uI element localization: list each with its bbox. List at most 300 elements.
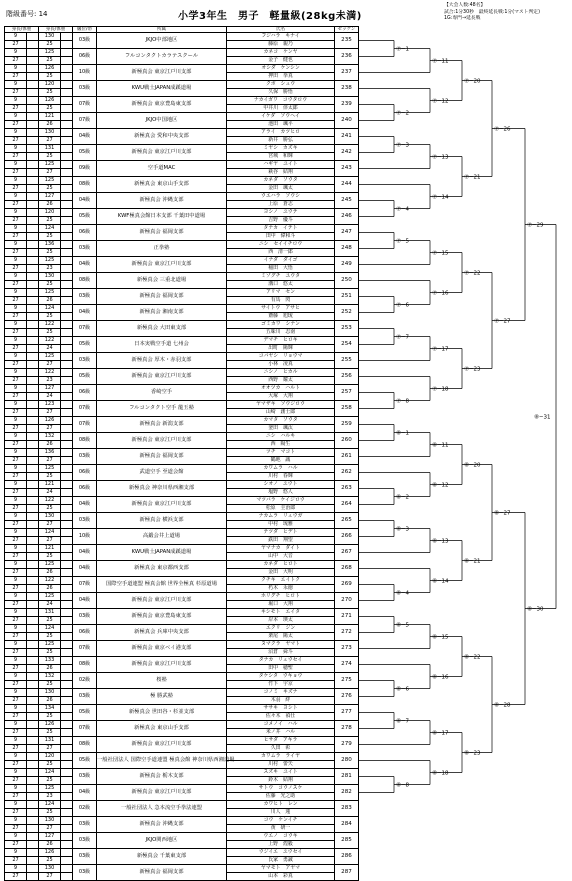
club-cell: 新極真会 東京江戸川支部 bbox=[97, 369, 227, 385]
height-weight-cell: 25 bbox=[39, 281, 61, 289]
age-weight-cell: 27 bbox=[5, 473, 27, 481]
rank-cell: 06級 bbox=[73, 625, 97, 641]
match-label: ⑦−8 bbox=[396, 398, 410, 405]
height-weight-cell: 124 bbox=[39, 225, 61, 233]
club-cell: 新極真会 東京江戸川支部 bbox=[97, 737, 227, 753]
match-label: ⑦−13 bbox=[432, 154, 449, 161]
fighter-name: 池田 颯平 bbox=[227, 121, 335, 129]
fighter-name: ヤマナカ ダイト bbox=[227, 545, 335, 553]
age-weight-cell: 9 bbox=[5, 737, 27, 745]
match-label: ⑦−14 bbox=[432, 194, 449, 201]
age-weight-cell: 9 bbox=[5, 225, 27, 233]
zekken-number: 258 bbox=[335, 401, 359, 417]
club-cell: JKJO中部地区 bbox=[97, 33, 227, 49]
match-label: ⑦−21 bbox=[464, 174, 481, 181]
age-weight-cell: 27 bbox=[5, 313, 27, 321]
rank-cell: 04級 bbox=[73, 305, 97, 321]
fighter-name: 沼倉 舜斗 bbox=[227, 649, 335, 657]
match-label: ⑦−17 bbox=[432, 346, 449, 353]
age-weight-cell: 9 bbox=[5, 865, 27, 873]
club-cell: 日本実戦空手道 七州会 bbox=[97, 337, 227, 353]
zekken-number: 246 bbox=[335, 209, 359, 225]
zekken-number: 273 bbox=[335, 641, 359, 657]
zekken-number: 279 bbox=[335, 737, 359, 753]
blank-cell bbox=[61, 833, 73, 841]
age-weight-cell: 9 bbox=[5, 849, 27, 857]
fighter-name: カワムラ ハル bbox=[227, 465, 335, 473]
age-weight-cell: 27 bbox=[5, 377, 27, 385]
age-weight-cell: 9 bbox=[5, 161, 27, 169]
age-weight-cell: 27 bbox=[5, 265, 27, 273]
zekken-number: 240 bbox=[335, 113, 359, 129]
fighter-name: ヤマモト アヤマ bbox=[227, 865, 335, 873]
age-weight-cell: 27 bbox=[5, 89, 27, 97]
height-weight-cell: 131 bbox=[39, 609, 61, 617]
club-cell: 新極真会 湘南支部 bbox=[97, 305, 227, 321]
fighter-name: イケダ ソウヘイ bbox=[227, 113, 335, 121]
club-cell: 新極真会 愛和中央支部 bbox=[97, 129, 227, 145]
fighter-name: 木羽 絆 bbox=[227, 697, 335, 705]
fighter-name: 金子 健也 bbox=[227, 57, 335, 65]
age-weight-cell: 27 bbox=[5, 697, 27, 705]
fighter-name: 佐々木 禎仕 bbox=[227, 713, 335, 721]
fighter-name: タナカ イテト bbox=[227, 225, 335, 233]
match-label: ⑧−13 bbox=[432, 538, 449, 545]
height-weight-cell: 125 bbox=[39, 289, 61, 297]
info-line: 【大会人数:48名】 bbox=[444, 3, 486, 8]
match-label: ⑧−23 bbox=[464, 750, 481, 757]
match-label: ⑦−15 bbox=[432, 250, 449, 257]
zekken-number: 264 bbox=[335, 497, 359, 513]
fighter-name: 久保 勝悟 bbox=[227, 89, 335, 97]
age-weight-cell: 9 bbox=[5, 753, 27, 761]
height-weight-cell: 124 bbox=[39, 529, 61, 537]
age-weight-cell: 27 bbox=[5, 185, 27, 193]
height-weight-cell: 125 bbox=[39, 593, 61, 601]
age-weight-cell: 9 bbox=[5, 465, 27, 473]
fighter-name: ミヤシ カズキ bbox=[227, 145, 335, 153]
age-weight-cell: 9 bbox=[5, 497, 27, 505]
blank-cell bbox=[27, 817, 39, 825]
age-weight-cell: 9 bbox=[5, 33, 27, 41]
club-cell: KWU戦士JAPAN成蹊道場 bbox=[97, 545, 227, 561]
zekken-number: 239 bbox=[335, 97, 359, 113]
rank-cell: 03級 bbox=[73, 769, 97, 785]
height-weight-cell: 130 bbox=[39, 513, 61, 521]
fighter-name: 田中 穂聖 bbox=[227, 665, 335, 673]
fighter-name: 松原 圭治郎 bbox=[227, 505, 335, 513]
match-label: ⑧−14 bbox=[432, 578, 449, 585]
height-weight-cell: 126 bbox=[39, 721, 61, 729]
zekken-number: 269 bbox=[335, 577, 359, 593]
fighter-name: ウジイエ ユウセイ bbox=[227, 849, 335, 857]
club-cell: 正拳塾 bbox=[97, 241, 227, 257]
fighter-name: ニシノ ヒカル bbox=[227, 369, 335, 377]
col-header: 級位/帯 bbox=[73, 27, 97, 33]
age-weight-cell: 9 bbox=[5, 513, 27, 521]
match-label: ⑧−15 bbox=[432, 634, 449, 641]
club-cell: 新極真会 東京豊島東支部 bbox=[97, 609, 227, 625]
height-weight-cell: 127 bbox=[39, 833, 61, 841]
rank-cell: 05級 bbox=[73, 209, 97, 225]
rank-cell: 03級 bbox=[73, 81, 97, 97]
rank-cell: 03級 bbox=[73, 609, 97, 625]
age-weight-cell: 27 bbox=[5, 617, 27, 625]
height-weight-cell: 25 bbox=[39, 217, 61, 225]
zekken-number: 250 bbox=[335, 273, 359, 289]
fighter-name: タナカ リュウセイ bbox=[227, 657, 335, 665]
rank-cell: 10級 bbox=[73, 65, 97, 81]
height-weight-cell: 125 bbox=[39, 785, 61, 793]
fighter-name: 山本 彩真 bbox=[227, 873, 335, 881]
fighter-name: ミゾグチ ユウタ bbox=[227, 273, 335, 281]
rank-cell: 04級 bbox=[73, 257, 97, 273]
age-weight-cell: 27 bbox=[5, 633, 27, 641]
fighter-name: 西野 耀太 bbox=[227, 377, 335, 385]
rank-cell: 04級 bbox=[73, 785, 97, 801]
fighter-name: 黄 研一 bbox=[227, 825, 335, 833]
age-weight-cell: 9 bbox=[5, 65, 27, 73]
club-cell: 新極真会 横浜支部 bbox=[97, 513, 227, 529]
age-weight-cell: 9 bbox=[5, 241, 27, 249]
table-row bbox=[5, 817, 359, 825]
fighter-name: キシモト エイタ bbox=[227, 609, 335, 617]
zekken-number: 260 bbox=[335, 433, 359, 449]
fighter-name: ウエハラ ソウシ bbox=[227, 193, 335, 201]
fighter-name: アリマ セン bbox=[227, 289, 335, 297]
match-label: ⑦−23 bbox=[464, 366, 481, 373]
fighter-name: ニシ セイイチロウ bbox=[227, 241, 335, 249]
height-weight-cell: 125 bbox=[39, 161, 61, 169]
fighter-name: 中村 琉雅 bbox=[227, 521, 335, 529]
fighter-name: 出町 陽輝 bbox=[227, 345, 335, 353]
height-weight-cell: 26 bbox=[39, 697, 61, 705]
height-weight-cell: 26 bbox=[39, 665, 61, 673]
zekken-number: 245 bbox=[335, 193, 359, 209]
age-weight-cell: 27 bbox=[5, 857, 27, 865]
match-label: ⑦−1 bbox=[396, 46, 410, 53]
blank-cell bbox=[27, 841, 39, 849]
age-weight-cell: 27 bbox=[5, 681, 27, 689]
height-weight-cell: 126 bbox=[39, 65, 61, 73]
blank-cell bbox=[61, 849, 73, 857]
age-weight-cell: 9 bbox=[5, 721, 27, 729]
fighter-name: デマチ ヒロキ bbox=[227, 337, 335, 345]
fighter-name: カネダ ソウタ bbox=[227, 177, 335, 185]
age-weight-cell: 9 bbox=[5, 353, 27, 361]
age-weight-cell: 9 bbox=[5, 129, 27, 137]
height-weight-cell: 122 bbox=[39, 577, 61, 585]
fighter-name: 西 清一郎 bbox=[227, 249, 335, 257]
age-weight-cell: 27 bbox=[5, 825, 27, 833]
height-weight-cell: 120 bbox=[39, 81, 61, 89]
fighter-name: 押田 拳真 bbox=[227, 73, 335, 81]
match-label: ⑧−21 bbox=[464, 558, 481, 565]
fighter-name: 五味川 志南 bbox=[227, 329, 335, 337]
match-label: ⑦−16 bbox=[432, 290, 449, 297]
match-label: ⑦−20 bbox=[464, 78, 481, 85]
club-cell: 新極真会 東京江戸川支部 bbox=[97, 257, 227, 273]
rank-cell: 02級 bbox=[73, 801, 97, 817]
club-cell: 新極真会 福岡支部 bbox=[97, 289, 227, 305]
fighter-name: クチキ エイトク bbox=[227, 577, 335, 585]
rank-cell: 03級 bbox=[73, 849, 97, 865]
age-weight-cell: 9 bbox=[5, 337, 27, 345]
category-number: 階級番号: 14 bbox=[6, 10, 48, 18]
height-weight-cell: 23 bbox=[39, 793, 61, 801]
rank-cell: 03級 bbox=[73, 513, 97, 529]
height-weight-cell: 136 bbox=[39, 449, 61, 457]
match-label: ⑧−1 bbox=[396, 430, 410, 437]
fighter-name: タケシタ ウキョウ bbox=[227, 673, 335, 681]
age-weight-cell: 9 bbox=[5, 785, 27, 793]
fighter-name: 久田 彰 bbox=[227, 745, 335, 753]
zekken-number: 243 bbox=[335, 161, 359, 177]
match-label: ⑧−8 bbox=[396, 782, 410, 789]
fighter-name: テツダ ヒデト bbox=[227, 529, 335, 537]
fighter-name: サイトウ アサヒ bbox=[227, 305, 335, 313]
fighter-name: コバヤシ リョウマ bbox=[227, 353, 335, 361]
rank-cell: 06級 bbox=[73, 465, 97, 481]
height-weight-cell: 130 bbox=[39, 273, 61, 281]
age-weight-cell: 27 bbox=[5, 217, 27, 225]
fighter-name: 山中 大音 bbox=[227, 553, 335, 561]
rank-cell: 07級 bbox=[73, 577, 97, 593]
rank-cell: 08級 bbox=[73, 177, 97, 193]
zekken-number: 283 bbox=[335, 801, 359, 817]
fighter-name: カマタ ソウタ bbox=[227, 417, 335, 425]
blank-cell bbox=[27, 873, 39, 881]
height-weight-cell: 26 bbox=[39, 841, 61, 849]
height-weight-cell: 130 bbox=[39, 817, 61, 825]
match-label: ⑦−27 bbox=[494, 318, 511, 325]
fighter-name: コノミ キズナ bbox=[227, 689, 335, 697]
fighter-name: カワヒト レン bbox=[227, 801, 335, 809]
height-weight-cell: 121 bbox=[39, 481, 61, 489]
height-weight-cell: 25 bbox=[39, 57, 61, 65]
fighter-name: 竹下 宇京 bbox=[227, 681, 335, 689]
rank-cell: 03級 bbox=[73, 241, 97, 257]
fighter-name: 塩野 悠人 bbox=[227, 489, 335, 497]
height-weight-cell: 25 bbox=[39, 249, 61, 257]
rank-cell: 04級 bbox=[73, 129, 97, 145]
age-weight-cell: 27 bbox=[5, 393, 27, 401]
rank-cell: 08級 bbox=[73, 737, 97, 753]
fighter-name: ナカイガワ コウタロウ bbox=[227, 97, 335, 105]
zekken-number: 257 bbox=[335, 385, 359, 401]
age-weight-cell: 9 bbox=[5, 433, 27, 441]
fighter-name: シオノ ユウト bbox=[227, 481, 335, 489]
club-cell: KWU戦士JAPAN成蹊道場 bbox=[97, 81, 227, 97]
height-weight-cell: 122 bbox=[39, 369, 61, 377]
age-weight-cell: 27 bbox=[5, 521, 27, 529]
height-weight-cell: 25 bbox=[39, 313, 61, 321]
zekken-number: 266 bbox=[335, 529, 359, 545]
height-weight-cell: 25 bbox=[39, 809, 61, 817]
height-weight-cell: 25 bbox=[39, 105, 61, 113]
rank-cell: 08級 bbox=[73, 657, 97, 673]
zekken-number: 262 bbox=[335, 465, 359, 481]
match-label: ⑧−7 bbox=[396, 718, 410, 725]
rank-cell: 05級 bbox=[73, 753, 97, 769]
height-weight-cell: 25 bbox=[39, 505, 61, 513]
rank-cell: 04級 bbox=[73, 497, 97, 513]
match-label: ⑦−22 bbox=[464, 270, 481, 277]
age-weight-cell: 9 bbox=[5, 529, 27, 537]
height-weight-cell: 130 bbox=[39, 33, 61, 41]
rank-cell: 02級 bbox=[73, 673, 97, 689]
zekken-number: 276 bbox=[335, 689, 359, 705]
zekken-number: 244 bbox=[335, 177, 359, 193]
height-weight-cell: 27 bbox=[39, 361, 61, 369]
zekken-number: 286 bbox=[335, 849, 359, 865]
zekken-number: 251 bbox=[335, 289, 359, 305]
club-cell: 新極真会 沖縄支部 bbox=[97, 817, 227, 833]
age-weight-cell: 27 bbox=[5, 713, 27, 721]
club-cell: 新極真会 大田東支部 bbox=[97, 321, 227, 337]
age-weight-cell: 27 bbox=[5, 569, 27, 577]
age-weight-cell: 27 bbox=[5, 105, 27, 113]
age-weight-cell: 27 bbox=[5, 137, 27, 145]
height-weight-cell: 27 bbox=[39, 521, 61, 529]
fighter-name: 朽木 永徳 bbox=[227, 585, 335, 593]
club-cell: 新極真会 神奈川県西湘支部 bbox=[97, 481, 227, 497]
fighter-name: ハギヤ ユイト bbox=[227, 161, 335, 169]
club-cell: 一般社団法人 急本流空手拳法連盟 bbox=[97, 801, 227, 817]
zekken-number: 255 bbox=[335, 353, 359, 369]
fighter-name: 中井川 倖太郎 bbox=[227, 105, 335, 113]
match-label: ⑦−12 bbox=[432, 98, 449, 105]
rank-cell: 04級 bbox=[73, 561, 97, 577]
club-cell: 新極真会 兵庫中央支部 bbox=[97, 625, 227, 641]
fighter-name: ヨシノ ユウテ bbox=[227, 209, 335, 217]
rank-cell: 07級 bbox=[73, 97, 97, 113]
age-weight-cell: 9 bbox=[5, 561, 27, 569]
age-weight-cell: 27 bbox=[5, 57, 27, 65]
match-label: ⑦−4 bbox=[396, 206, 410, 213]
age-weight-cell: 27 bbox=[5, 169, 27, 177]
fighter-name: クボ シュウ bbox=[227, 81, 335, 89]
height-weight-cell: 24 bbox=[39, 601, 61, 609]
zekken-number: 235 bbox=[335, 33, 359, 49]
club-cell: 新極真会 沖縄支部 bbox=[97, 193, 227, 209]
rank-cell: 03級 bbox=[73, 865, 97, 881]
match-label: ⑦−3 bbox=[396, 142, 410, 149]
match-label: ⑧−22 bbox=[464, 654, 481, 661]
match-label: ⑦−11 bbox=[432, 58, 449, 65]
rank-cell: 07級 bbox=[73, 417, 97, 433]
zekken-number: 270 bbox=[335, 593, 359, 609]
rank-cell: 06級 bbox=[73, 385, 97, 401]
height-weight-cell: 25 bbox=[39, 41, 61, 49]
match-label: ⑧−17 bbox=[432, 730, 449, 737]
fighter-name: 山崎 創士郎 bbox=[227, 409, 335, 417]
height-weight-cell: 127 bbox=[39, 193, 61, 201]
height-weight-cell: 24 bbox=[39, 345, 61, 353]
club-cell: 極 勝武塾 bbox=[97, 689, 227, 705]
match-label: ⑧−20 bbox=[464, 462, 481, 469]
age-weight-cell: 9 bbox=[5, 257, 27, 265]
height-weight-cell: 132 bbox=[39, 433, 61, 441]
age-weight-cell: 27 bbox=[5, 585, 27, 593]
club-cell: 武道空手 至道会館 bbox=[97, 465, 227, 481]
zekken-number: 259 bbox=[335, 417, 359, 433]
height-weight-cell: 122 bbox=[39, 497, 61, 505]
age-weight-cell: 27 bbox=[5, 489, 27, 497]
height-weight-cell: 136 bbox=[39, 241, 61, 249]
table-row bbox=[5, 833, 359, 841]
fighter-name: 金田 大明 bbox=[227, 569, 335, 577]
rank-cell: 03級 bbox=[73, 33, 97, 49]
height-weight-cell: 25 bbox=[39, 89, 61, 97]
zekken-number: 272 bbox=[335, 625, 359, 641]
fighter-name: ヤマザキ ソウジロウ bbox=[227, 401, 335, 409]
fighter-name: 田中 偉和斗 bbox=[227, 233, 335, 241]
match-label: ⑦−5 bbox=[396, 238, 410, 245]
info-line: 1G:専門→延長戦 bbox=[444, 16, 481, 21]
club-cell: フルコンタクト空手 龍玉塾 bbox=[97, 401, 227, 417]
club-cell: 新極真会 東京山手支部 bbox=[97, 177, 227, 193]
height-weight-cell: 124 bbox=[39, 769, 61, 777]
fighter-name: アライ カツヒロ bbox=[227, 129, 335, 137]
age-weight-cell: 9 bbox=[5, 49, 27, 57]
fighter-name: 鉄田 翔望 bbox=[227, 537, 335, 545]
fighter-name: 金田 颯太 bbox=[227, 185, 335, 193]
zekken-number: 247 bbox=[335, 225, 359, 241]
height-weight-cell: 25 bbox=[39, 473, 61, 481]
height-weight-cell: 121 bbox=[39, 113, 61, 121]
fighter-name: 上野 煌毅 bbox=[227, 841, 335, 849]
match-label: ⑦−7 bbox=[396, 334, 410, 341]
age-weight-cell: 27 bbox=[5, 457, 27, 465]
age-weight-cell: 9 bbox=[5, 449, 27, 457]
fighter-name: 萩谷 結翔 bbox=[227, 169, 335, 177]
zekken-number: 241 bbox=[335, 129, 359, 145]
match-label: ⑦−18 bbox=[432, 386, 449, 393]
height-weight-cell: 126 bbox=[39, 97, 61, 105]
height-weight-cell: 25 bbox=[39, 185, 61, 193]
club-cell: 新極真会 栃木支部 bbox=[97, 769, 227, 785]
height-weight-cell: 133 bbox=[39, 657, 61, 665]
height-weight-cell: 26 bbox=[39, 201, 61, 209]
height-weight-cell: 124 bbox=[39, 625, 61, 633]
rank-cell: 10級 bbox=[73, 529, 97, 545]
rank-cell: 03級 bbox=[73, 689, 97, 705]
club-cell: 新極真会 東京江戸川支部 bbox=[97, 785, 227, 801]
age-weight-cell: 9 bbox=[5, 401, 27, 409]
age-weight-cell: 27 bbox=[5, 233, 27, 241]
fighter-name: カネダ ヒロト bbox=[227, 561, 335, 569]
height-weight-cell: 27 bbox=[39, 137, 61, 145]
club-cell: 新極真会 厚木・赤羽支部 bbox=[97, 353, 227, 369]
match-label: ⑦−6 bbox=[396, 302, 410, 309]
height-weight-cell: 120 bbox=[39, 753, 61, 761]
zekken-number: 248 bbox=[335, 241, 359, 257]
age-weight-cell: 9 bbox=[5, 209, 27, 217]
age-weight-cell: 9 bbox=[5, 289, 27, 297]
blank-cell bbox=[61, 817, 73, 825]
age-weight-cell: 27 bbox=[5, 153, 27, 161]
fighter-name: 栗尾 陽太 bbox=[227, 633, 335, 641]
info-line: 試合:1分30秒 最終延長戦:1分(マスト判定) bbox=[444, 9, 540, 15]
fighter-name: 鶴地 誠 bbox=[227, 457, 335, 465]
match-label: ⑧−2 bbox=[396, 494, 410, 501]
rank-cell: 06級 bbox=[73, 225, 97, 241]
zekken-number: 278 bbox=[335, 721, 359, 737]
height-weight-cell: 25 bbox=[39, 73, 61, 81]
age-weight-cell: 27 bbox=[5, 745, 27, 753]
zekken-number: 254 bbox=[335, 337, 359, 353]
